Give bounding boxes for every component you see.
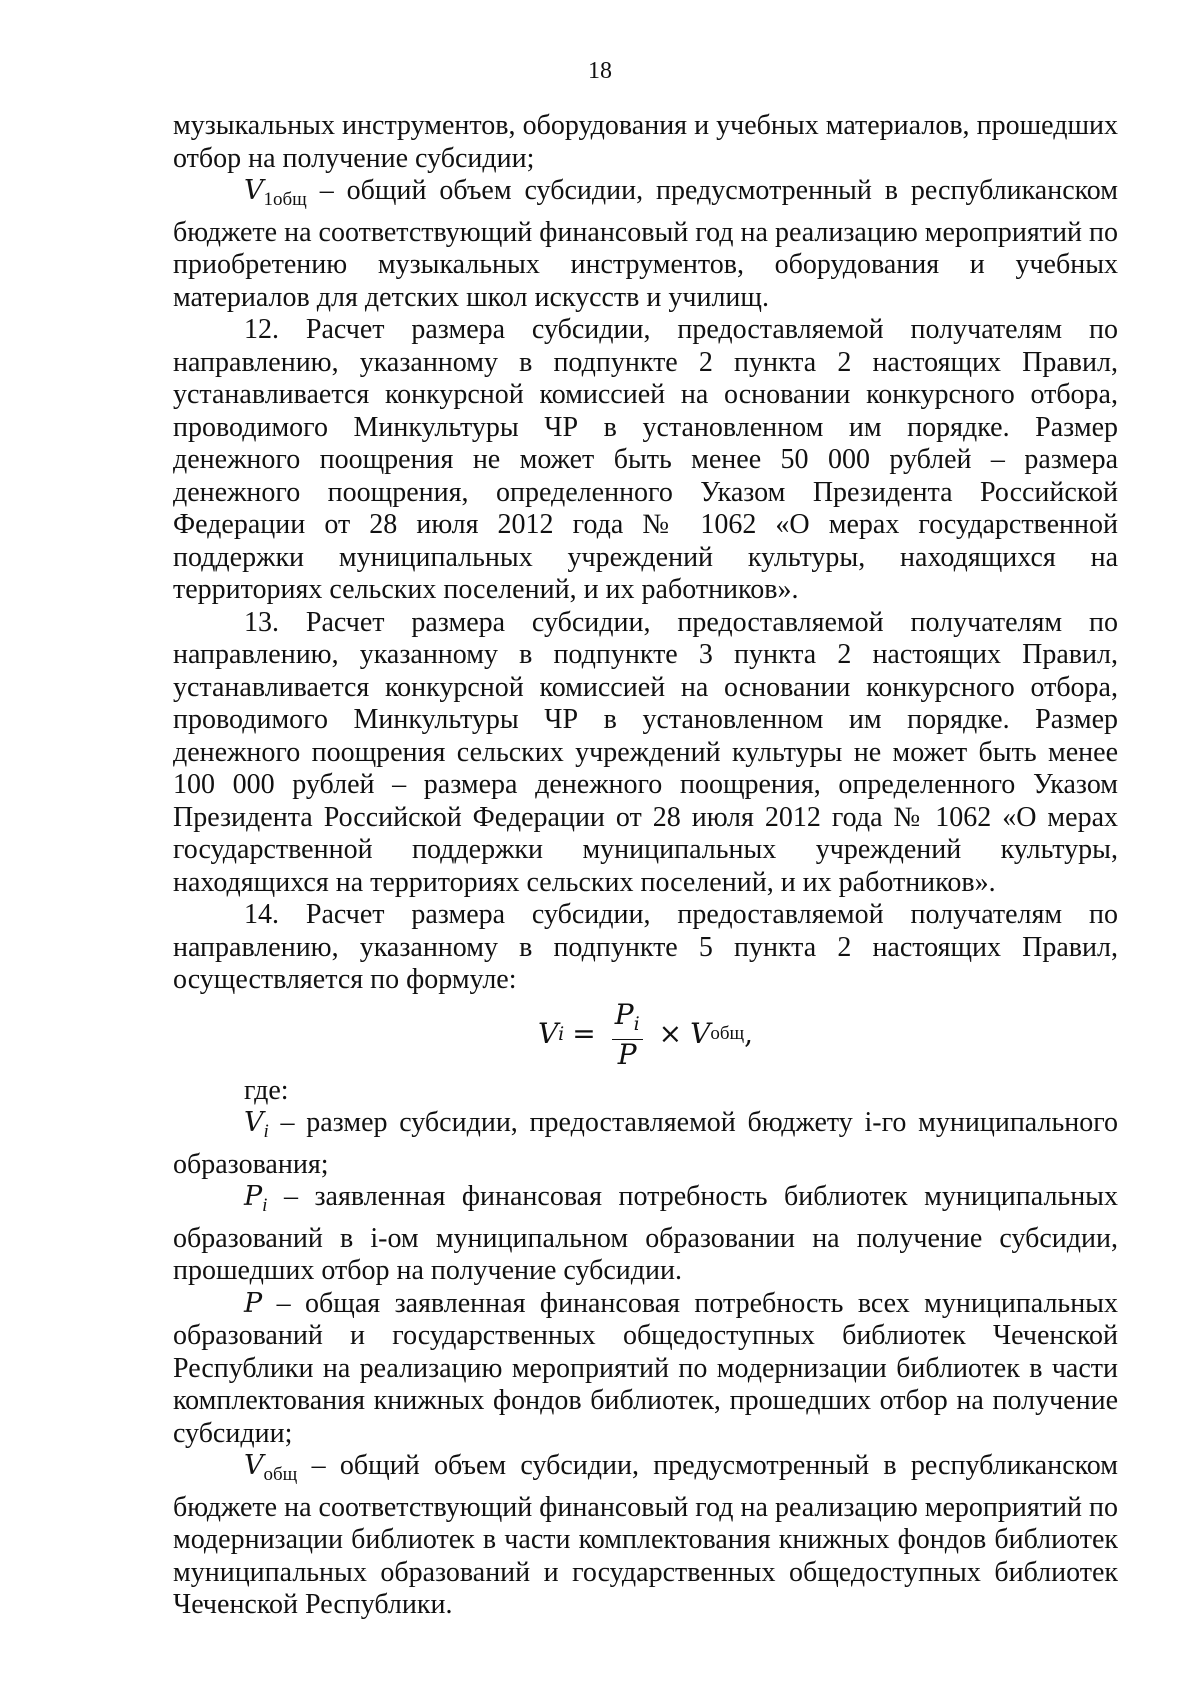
formula-times: × [658, 1017, 683, 1051]
formula-fraction [612, 997, 643, 1071]
formula-v-total: V [690, 1017, 711, 1051]
paragraph-where: где: [244, 1074, 289, 1106]
subscript-obsh: общ [263, 1464, 298, 1485]
formula-numerator: $P_i$ [612, 1000, 643, 1040]
paragraph-item-14: 14. Расчет размера субсидии, предоставляемой получателям по направлению, указанному в подпункте 5 пункта 2 настоящих Правил, осуществляется по формуле: [173, 899, 1118, 995]
formula-subscript-i: i [558, 1023, 565, 1046]
paragraph-p-definition: P – общая заявленная финансовая потребность всех муниципальных образований и государственных общедоступных библиотек Чеченской Республики на реализацию мероприятий по модернизации библиотек в части комплектования книжных фондов библиотек, прошедших отбор на получение субсидии; [173, 1287, 1118, 1449]
paragraph-item-13: 13. Расчет размера субсидии, предоставляемой получателям по направлению, указанному в подпункте 3 пункта 2 настоящих Правил, устанавливается конкурсной комиссией на основании конкурсного отбора, проводимого Минкультуры ЧР в установленном им порядке. Размер денежного поощрения сельских учреждений культуры не может быть менее 100 000 рублей – размера денежного поощрения, определенного Указом Президента Российской Федерации от 28 июля 2012 года № 1062 «О мерах государственной поддержки муниципальных учреждений культуры, находящихся на территориях сельских поселений, и их работников». [173, 606, 1118, 898]
symbol-v: V [244, 175, 264, 206]
formula: V i = $\frac{P_i}{P}$ × V общ , [537, 997, 754, 1071]
page-number: 18 [588, 58, 612, 84]
paragraph-pi-definition: $P_i$ – заявленная финансовая потребность библиотек муниципальных образований в i-ом муниципальном образовании на получение субсидии, прошедших отбор на получение субсидии. [173, 1181, 1118, 1286]
symbol-p: P [244, 1181, 263, 1212]
document-body [173, 110, 1118, 1622]
subscript-1obsh: 1общ [263, 189, 307, 210]
formula-subscript-obsh: общ [710, 1023, 745, 1045]
symbol-p: P [244, 1287, 263, 1319]
formula-equals: = [572, 1017, 596, 1051]
paragraph: музыкальных инструментов, оборудования и учебных материалов, прошедших отбор на получение субсидии; [173, 110, 1118, 174]
formula-v: V [537, 1017, 559, 1051]
paragraph-item-12: 12. Расчет размера субсидии, предоставляемой получателям по направлению, указанному в подпункте 2 пункта 2 настоящих Правил, устанавливается конкурсной комиссией на основании конкурсного отбора, проводимого Минкультуры ЧР в установленном им порядке. Размер денежного поощрения не может быть менее 50 000 рублей – размера денежного поощрения, определенного Указом Президента Российской Федерации от 28 июля 2012 года № 1062 «О мерах государственной поддержки муниципальных учреждений культуры, находящихся на территориях сельских поселений, и их работников». [173, 314, 1118, 605]
paragraph-vi-definition: $V_i$ – размер субсидии, предоставляемой бюджету i-го муниципального образования; [173, 1107, 1118, 1180]
formula-denominator: P [617, 1037, 637, 1071]
symbol-v: V [244, 1107, 264, 1138]
paragraph-v1obsh-definition: $V_{1общ}$ – общий объем субсидии, предусмотренный в республиканском бюджете на соответствующий финансовый год на реализацию мероприятий по приобретению музыкальных инструментов, оборудования и учебных материалов для детских школ искусств и училищ. [173, 175, 1118, 313]
subscript-i: i [262, 1195, 268, 1216]
symbol-v: V [244, 1450, 264, 1481]
subscript-i: i [263, 1121, 269, 1142]
paragraph-vobsh-definition: $V_{общ}$ – общий объем субсидии, предусмотренный в республиканском бюджете на соответствующий финансовый год на реализацию мероприятий по модернизации библиотек в части комплектования книжных фондов библиотек муниципальных образований и государственных общедоступных библиотек Чеченской Республики. [173, 1450, 1118, 1620]
